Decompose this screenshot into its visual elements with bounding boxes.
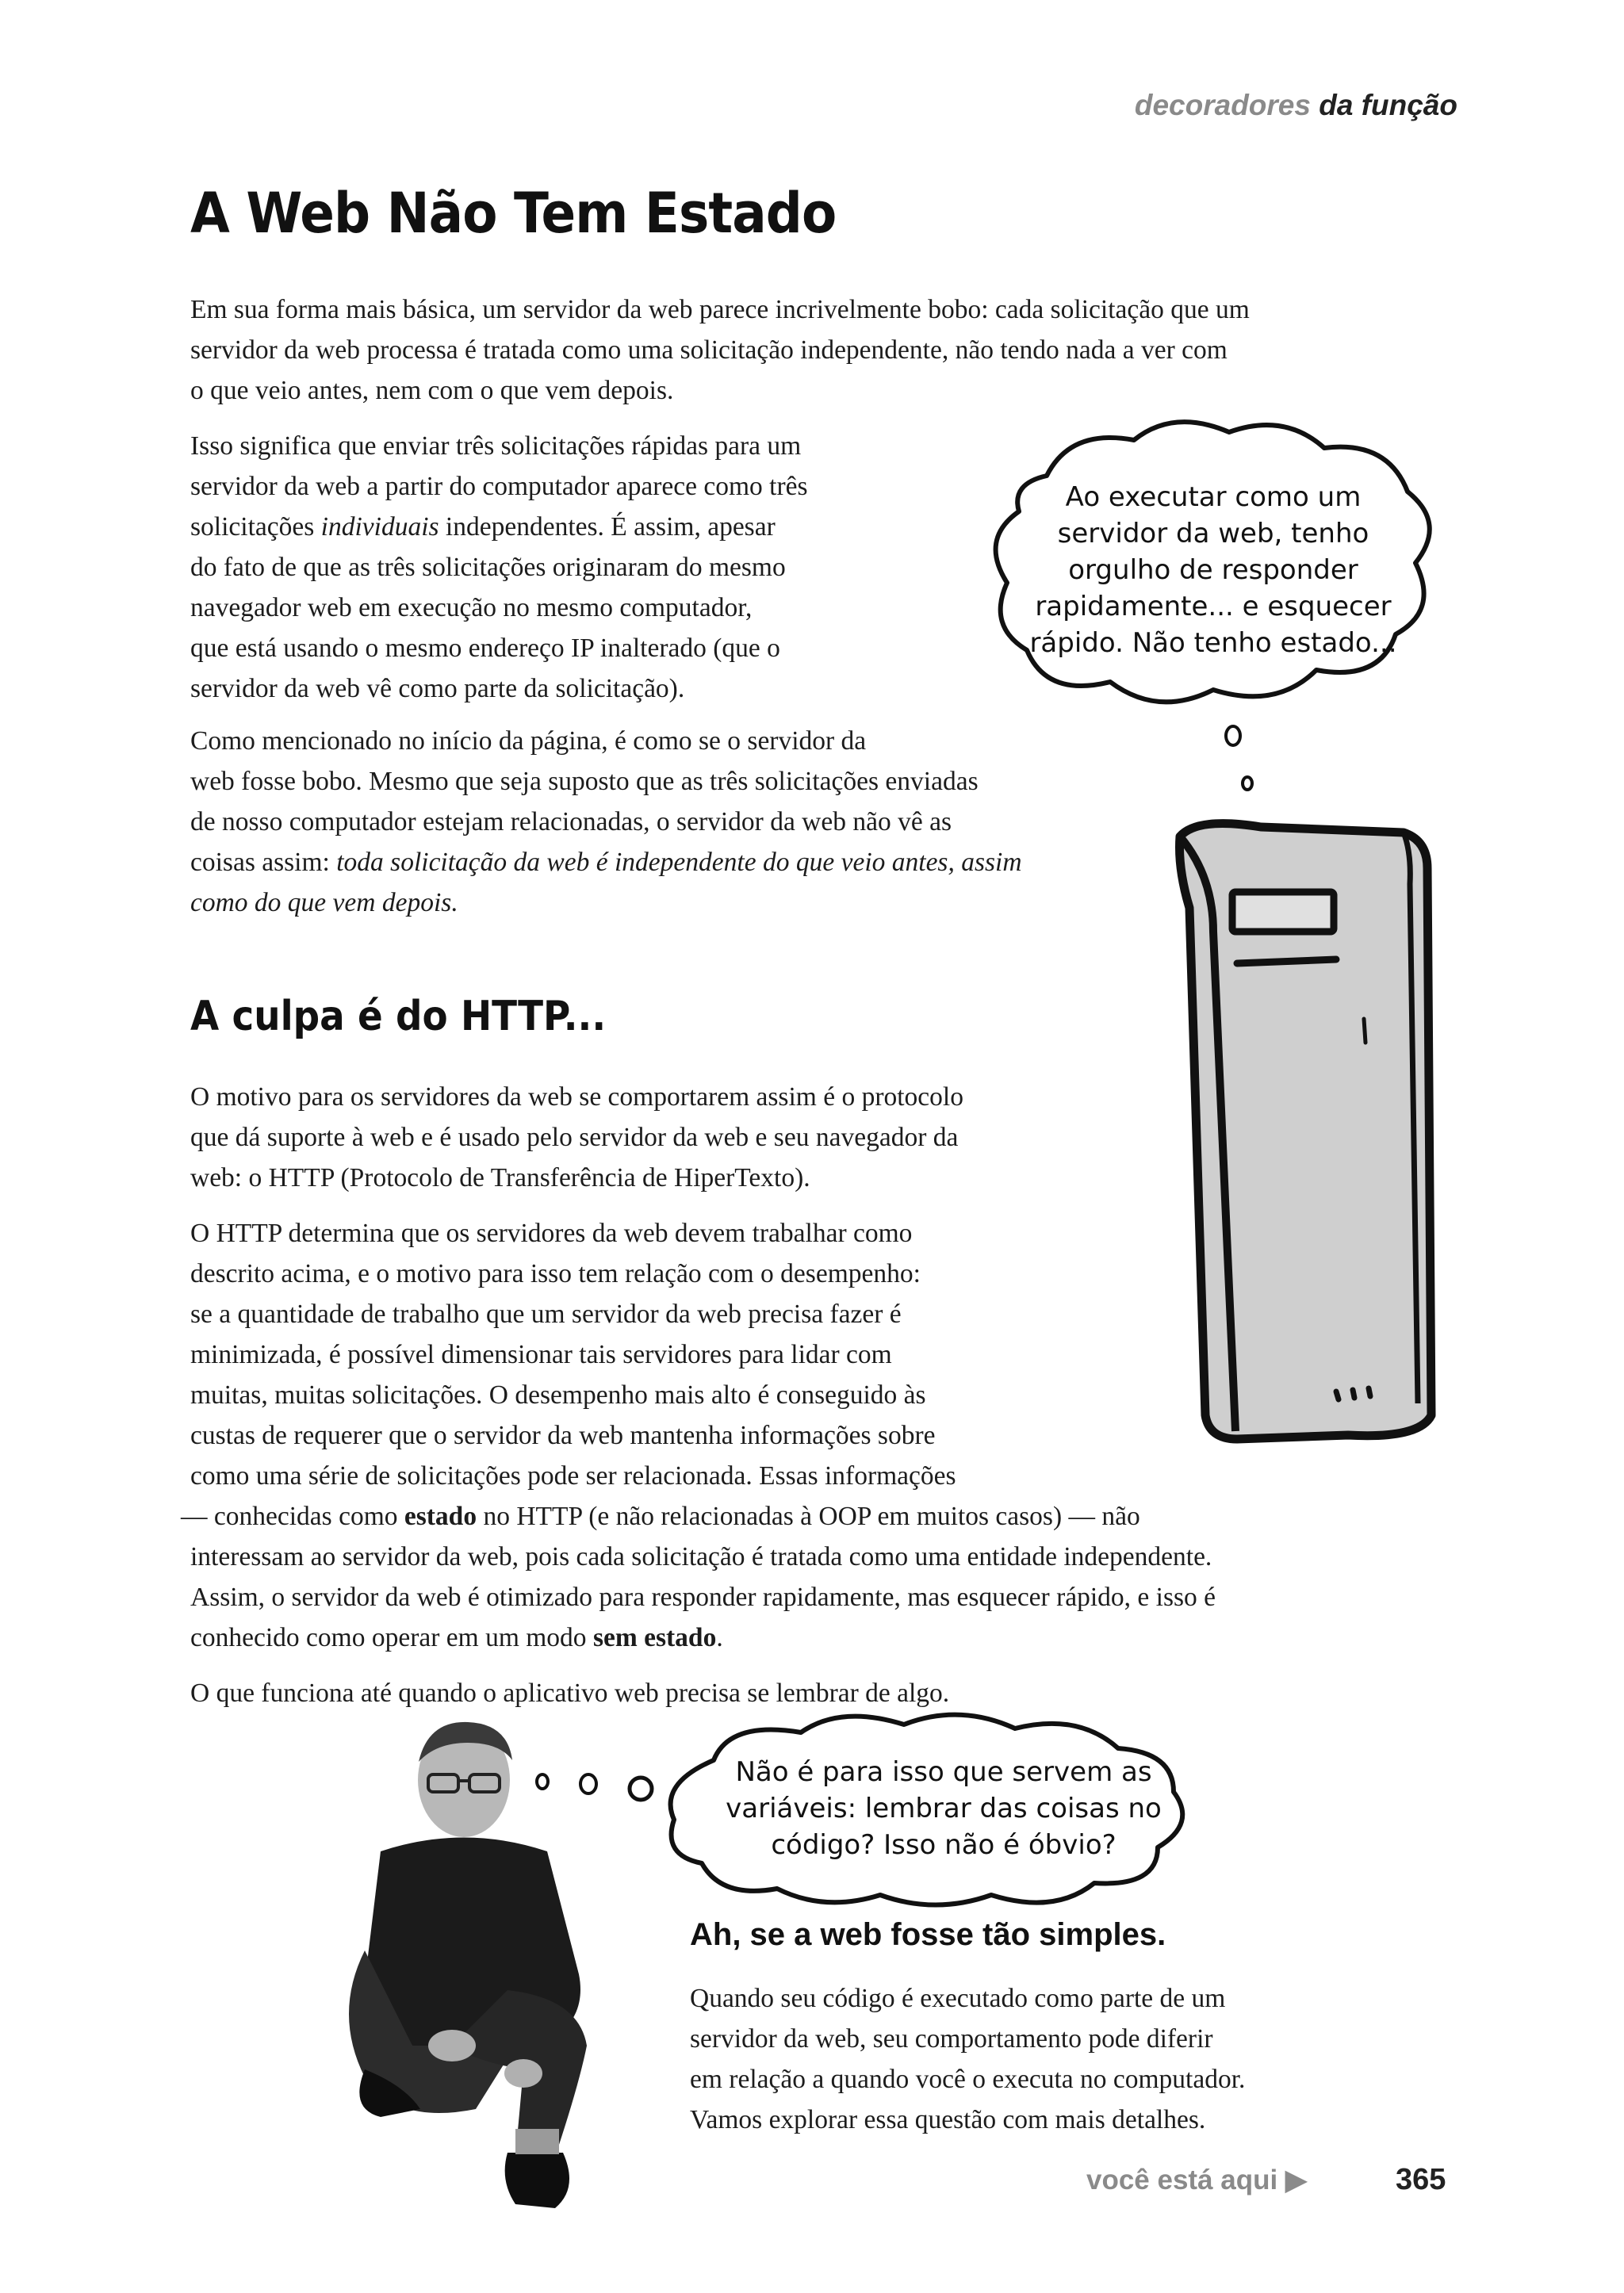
text-line: como do que vem depois. xyxy=(190,888,458,917)
stateless-paragraph xyxy=(190,721,1022,923)
text-line: de nosso computador estejam relacionadas, o servidor da web não vê as xyxy=(190,807,952,836)
text-line: web fosse bobo. Mesmo que seja suposto que as três solicitações enviadas xyxy=(190,767,979,796)
text-line: coisas assim: toda solicitação da web é independente do que veio antes, assim xyxy=(190,848,1022,877)
text-line: servidor da web, seu comportamento pode diferir xyxy=(690,2024,1213,2054)
running-header xyxy=(1135,89,1457,122)
answer-paragraph xyxy=(690,1978,1245,2140)
text-line: Vamos explorar essa questão com mais detalhes. xyxy=(690,2105,1206,2134)
text-line: do fato de que as três solicitações originaram do mesmo xyxy=(190,553,786,582)
text-line: servidor da web processa é tratada como uma solicitação independente, não tendo nada a ver com xyxy=(190,335,1228,365)
answer-heading: Ah, se a web fosse tão simples. xyxy=(690,1917,1166,1952)
http-paragraph xyxy=(190,1077,963,1198)
requests-paragraph xyxy=(190,426,808,709)
text-line: Isso significa que enviar três solicitações rápidas para um xyxy=(190,431,802,461)
text-line: Assim, o servidor da web é otimizado para responder rapidamente, mas esquecer rápido, e isso é xyxy=(190,1583,1216,1612)
text-line: se a quantidade de trabalho que um servidor da web precisa fazer é xyxy=(190,1300,902,1329)
http-performance-paragraph xyxy=(181,1213,1216,1658)
text-line: Em sua forma mais básica, um servidor da web parece incrivelmente bobo: cada solicitação que um xyxy=(190,295,1250,324)
text-line: interessam ao servidor da web, pois cada solicitação é tratada como uma entidade independente. xyxy=(190,1542,1212,1571)
text-line: navegador web em execução no mesmo computador, xyxy=(190,593,753,622)
text-line: minimizada, é possível dimensionar tais servidores para lidar com xyxy=(190,1340,892,1369)
person-thought-text: Não é para isso que servem as variáveis: lembrar das coisas no código? Isso não é óbvio? xyxy=(726,1756,1162,1861)
text-line: — conhecidas como estado no HTTP (e não relacionadas à OOP em muitos casos) — não xyxy=(181,1502,1140,1531)
header-section: decoradores xyxy=(1134,89,1311,121)
text-line: servidor da web a partir do computador aparece como três xyxy=(190,472,808,501)
text-line: Como mencionado no início da página, é como se o servidor da xyxy=(190,726,867,756)
text-line: conhecido como operar em um modo sem estado. xyxy=(190,1623,723,1652)
text-line: descrito acima, e o motivo para isso tem relação com o desempenho: xyxy=(190,1259,921,1288)
text-line: servidor da web vê como parte da solicitação). xyxy=(190,674,685,703)
header-topic: da função xyxy=(1319,89,1457,121)
text-line: solicitações individuais independentes. É assim, apesar xyxy=(190,512,776,542)
text-line: muitas, muitas solicitações. O desempenho mais alto é conseguido às xyxy=(190,1380,926,1410)
text-line: custas de requerer que o servidor da web mantenha informações sobre xyxy=(190,1421,936,1450)
intro-paragraph xyxy=(190,289,1250,411)
page-number: 365 xyxy=(1396,2163,1446,2196)
text-line: o que veio antes, nem com o que vem depois. xyxy=(190,376,674,405)
text-line: web: o HTTP (Protocolo de Transferência de HiperTexto). xyxy=(190,1163,810,1192)
text-line: O HTTP determina que os servidores da web devem trabalhar como xyxy=(190,1219,913,1248)
text-line: O que funciona até quando o aplicativo web precisa se lembrar de algo. xyxy=(190,1679,950,1708)
section-subtitle: A culpa é do HTTP... xyxy=(190,993,607,1040)
server-thought-text: Ao executar como um servidor da web, tenho orgulho de responder rapidamente... e esquecer rápido. Não tenho estado... xyxy=(1029,481,1397,659)
you-are-here-label: você está aqui ▶ xyxy=(1086,2165,1307,2195)
text-line: como uma série de solicitações pode ser relacionada. Essas informações xyxy=(190,1461,956,1491)
text-line: que está usando o mesmo endereço IP inalterado (que o xyxy=(190,634,780,663)
text-line: em relação a quando você o executa no computador. xyxy=(690,2065,1246,2094)
text-line: Quando seu código é executado como parte de um xyxy=(690,1984,1226,2013)
page-title: A Web Não Tem Estado xyxy=(190,181,837,246)
text-line: que dá suporte à web e é usado pelo servidor da web e seu navegador da xyxy=(190,1123,959,1152)
text-line: O motivo para os servidores da web se comportarem assim é o protocolo xyxy=(190,1082,963,1112)
